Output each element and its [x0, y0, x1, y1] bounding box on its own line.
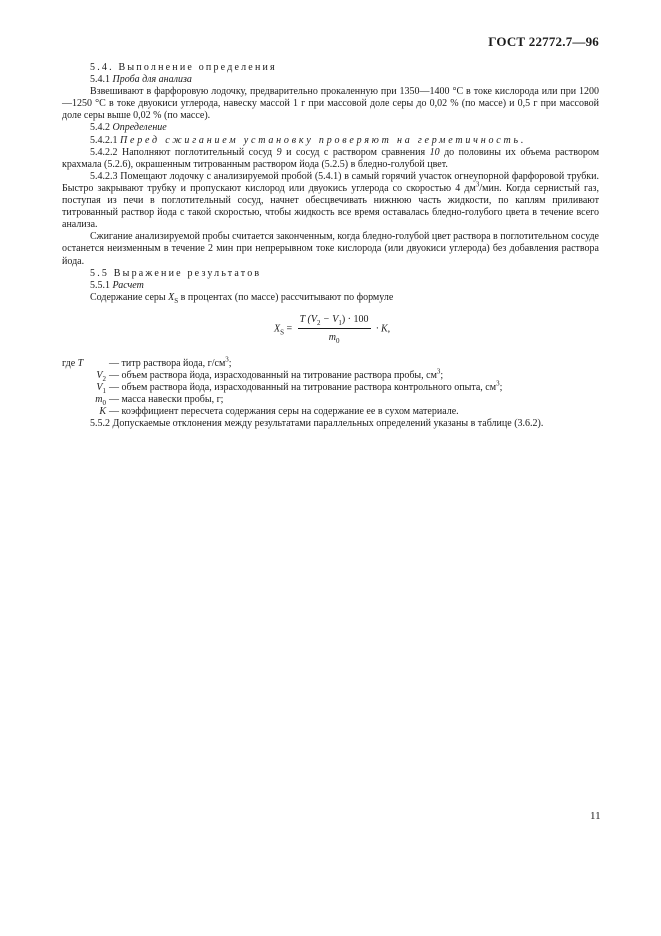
document-body [62, 62, 599, 430]
legend-sup-v1: 3 [496, 379, 500, 388]
section-5-4-2-2-text-a: Наполняют поглотительный сосуд [122, 146, 273, 158]
section-5-4-2-3-text-b: /мин. Когда сернистый газ, поступая из печи в поглотительный сосуд, начнет обесцвечивать нижнюю часть жидкости, по каплям приливают титрованный раствор йода с такой скоростью, чтобы жидкость все время оставалась бледно-голубого цвета в течение всего анализа. [62, 182, 599, 231]
legend-text: — коэффициент пересчета содержания серы на содержание ее в сухом материале. [109, 406, 459, 418]
legend-row [62, 367, 599, 383]
section-5-5-1-heading: Расчет [112, 279, 144, 291]
section-5-4-2-1 [62, 135, 599, 147]
legend-sym-m0: m [95, 394, 103, 406]
numerator-part-c: ) · 100 [341, 313, 369, 325]
calc-text-b: в процентах (по массе) рассчитывают по формуле [180, 291, 394, 303]
combustion-paragraph: Сжигание анализируемой пробы считается законченным, когда бледно-голубой цвет раствора в поглотительном сосуде останется неизменным в течение 2 мин при непрерывном токе кислорода (или двуокиси углерода) без добавления раствора йода. [62, 231, 599, 267]
legend-text-t: — титр раствора йода, г/см [109, 357, 226, 369]
section-5-5-2: 5.5.2 Допускаемые отклонения между результатами параллельных определений указаны в таблице (3.6.2). [90, 418, 544, 430]
vessel-9-ref: 9 [276, 146, 282, 158]
numerator-sub-1: 1 [338, 318, 342, 327]
formula-lhs: X [274, 323, 281, 335]
section-5-4-2-number: 5.4.2 [90, 122, 110, 134]
section-5-4-title: 5.4. Выполнение определения [90, 62, 277, 73]
legend-symbol [62, 370, 109, 382]
legend-sym-v1: V [96, 382, 103, 394]
denominator-symbol: m [328, 331, 336, 343]
legend-sym-t: T [77, 357, 84, 369]
section-5-4-2-3-number: 5.4.2.3 [90, 170, 118, 182]
legend-text: — масса навески пробы, г; [109, 394, 224, 406]
numerator-part-a: T (V [299, 313, 317, 325]
legend-sup-t: 3 [225, 355, 229, 364]
section-5-4-2-title [62, 122, 599, 134]
section-5-5-title: 5.5 Выражение результатов [90, 267, 262, 279]
legend-sym-k: K [99, 406, 106, 418]
section-5-4-1-heading: Проба для анализа [112, 74, 192, 86]
legend-text-v1: — объем раствора йода, израсходованный на титрование раствора контрольного опыта, см [109, 382, 497, 394]
section-5-5-1-number: 5.5.1 [90, 279, 110, 291]
section-5-4-2-3 [62, 171, 599, 231]
legend-where: где [62, 357, 76, 369]
sulfur-formula [274, 314, 390, 344]
calc-symbol-sub: S [174, 296, 179, 305]
legend-row [62, 379, 599, 396]
legend-symbol [62, 406, 109, 418]
legend-sym-v2: V [96, 369, 103, 381]
legend-sup-v2: 3 [436, 367, 441, 376]
section-5-4-2-1-number: 5.4.2.1 [90, 134, 118, 146]
formula-tail: · K, [376, 323, 391, 335]
numerator-sub-2: 2 [316, 318, 321, 327]
calc-text-a: Содержание серы [90, 291, 166, 303]
legend-symbol [62, 394, 109, 406]
legend-text-v2: — объем раствора йода, израсходованный на титрование раствора пробы, см [109, 369, 437, 381]
section-5-4-2-1-text: Перед сжиганием установку проверяют на герметичность. [120, 134, 527, 146]
legend-text [109, 379, 503, 394]
section-5-4-2-2 [62, 147, 599, 171]
legend-row [62, 394, 599, 406]
section-5-4-1-text: Взвешивают в фарфоровую лодочку, предварительно прокаленную при 1350—1400 °С в токе кислорода или при 1200—1250 °С в токе двуокиси углерода, навеску массой 1 г при массовой доле серы до 0,02 % (по массе) и 0,5 г при массовой доле серы выше 0,02 % (по массе). [62, 86, 599, 122]
legend-sub-v1: 1 [102, 387, 106, 396]
section-5-4-2-heading: Определение [112, 122, 167, 134]
formula-equals: = [286, 323, 293, 335]
section-5-4-2-2-number: 5.4.2.2 [90, 146, 118, 158]
legend-row [62, 355, 599, 370]
formula-legend [62, 355, 599, 418]
section-5-4-2-2-text-c: до половины их объема раствором крахмала (5.2.6), окрашенным титрованным раствором йода (5.2.5) в бледно-голубой цвет. [62, 146, 600, 170]
denominator-sub: 0 [335, 336, 340, 345]
unit-superscript: 3 [475, 180, 480, 189]
standard-header: ГОСТ 22772.7—96 [488, 34, 599, 49]
section-5-4-1-title [62, 74, 599, 86]
section-5-4-2-2-text-b: и сосуд с раствором сравнения [286, 146, 426, 158]
calculation-intro [62, 292, 599, 304]
legend-text [109, 355, 232, 370]
legend-symbol [62, 358, 109, 370]
formula-lhs-sub: S [280, 328, 285, 337]
legend-text [109, 367, 444, 382]
legend-symbol [62, 382, 109, 394]
calc-symbol-x: X [168, 291, 175, 303]
formula-fraction [298, 314, 371, 344]
formula-numerator [298, 314, 371, 329]
legend-end-v2: ; [440, 369, 444, 381]
page-number: 11 [590, 810, 601, 822]
legend-end-v1: ; [499, 382, 503, 394]
vessel-10-ref: 10 [429, 146, 440, 158]
legend-sub-m0: 0 [102, 399, 106, 408]
formula-block [62, 304, 599, 358]
section-5-4-1-number: 5.4.1 [90, 74, 110, 86]
section-5-5-1-title [62, 280, 599, 292]
legend-sub-v2: 2 [102, 374, 106, 383]
legend-end-t: ; [228, 357, 232, 369]
numerator-part-b: − V [320, 313, 339, 325]
legend-row [62, 406, 599, 418]
section-5-4-2-3-text-a: Помещают лодочку с анализируемой пробой (5.4.1) в самый горячий участок огнеупорной фарфоровой трубки. Быстро закрывают трубку и пропускают кислород или двуокись углерода со скоростью 4 дм [62, 170, 600, 194]
formula-denominator [298, 329, 371, 344]
